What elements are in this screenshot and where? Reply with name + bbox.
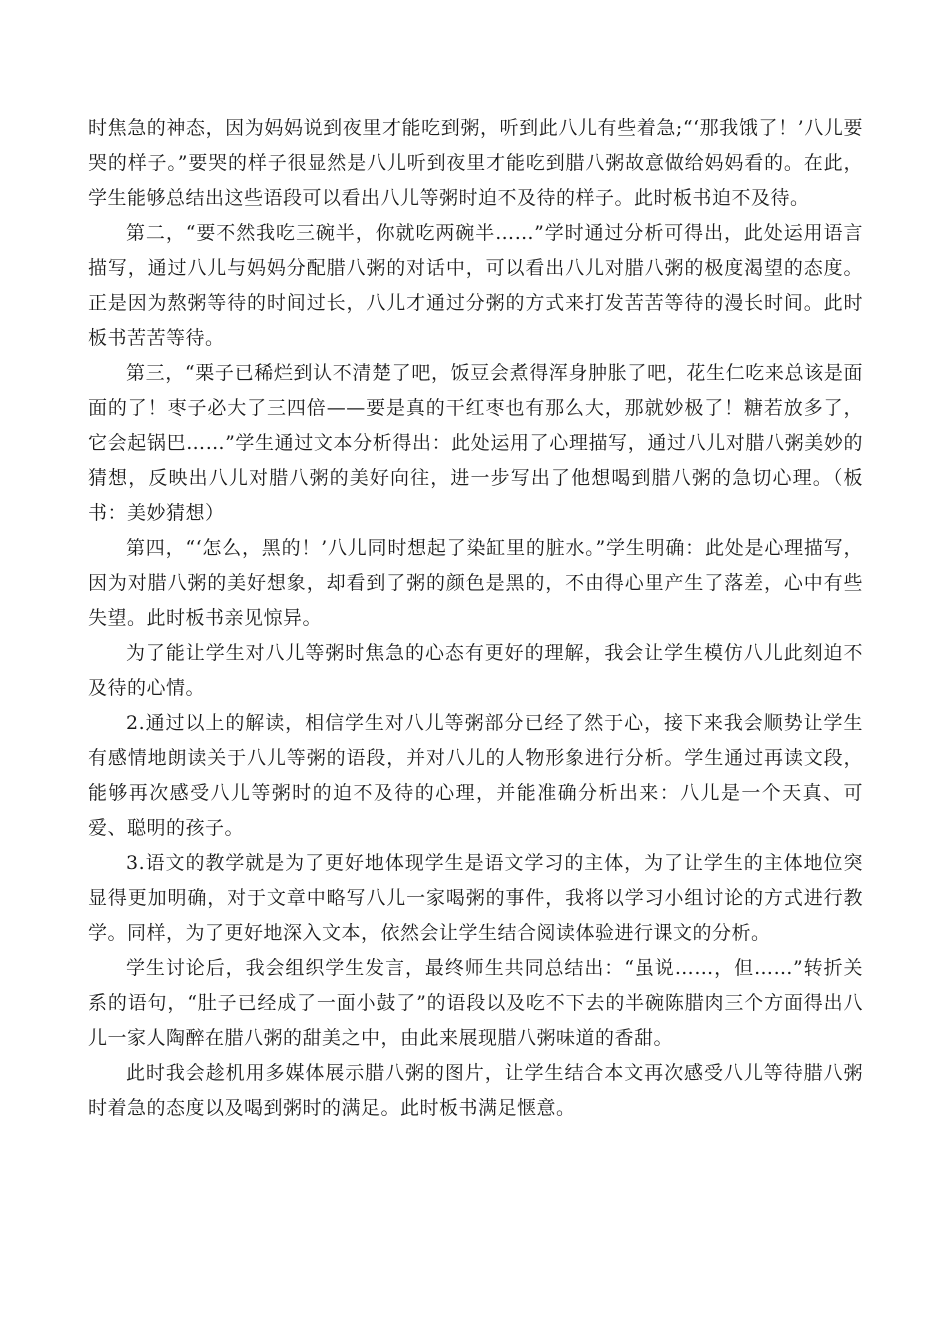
paragraph-imitation: 为了能让学生对八儿等粥时焦急的心态有更好的理解，我会让学生模仿八儿此刻迫不及待的心情。 [88, 642, 863, 699]
document-body [88, 111, 863, 1126]
paragraph-multimedia: 此时我会趁机用多媒体展示腊八粥的图片，让学生结合本文再次感受八儿等待腊八粥时着急的态度以及喝到粥时的满足。此时板书满足惬意。 [88, 1062, 863, 1119]
paragraph-point-two: 第二，“要不然我吃三碗半，你就吃两碗半……”学时通过分析可得出，此处运用语言描写，通过八儿与妈妈分配腊八粥的对话中，可以看出八儿对腊八粥的极度渴望的态度。正是因为熬粥等待的时间过长，八儿才通过分粥的方式来打发苦苦等待的漫长时间。此时板书苦苦等待。 [88, 222, 863, 349]
paragraph-point-four: 第四，“‘怎么，黑的！’八儿同时想起了染缸里的脏水。”学生明确：此处是心理描写，因为对腊八粥的美好想象，却看到了粥的颜色是黑的，不由得心里产生了落差，心中有些失望。此时板书亲见惊异。 [88, 537, 863, 629]
paragraph-discussion: 学生讨论后，我会组织学生发言，最终师生共同总结出：“虽说……，但……”转折关系的语句，“肚子已经成了一面小鼓了”的语段以及吃不下去的半碗陈腊肉三个方面得出八儿一家人陶醉在腊八粥的甜美之中，由此来展现腊八粥味道的香甜。 [88, 957, 863, 1049]
paragraph-point-three: 第三，“栗子已稀烂到认不清楚了吧，饭豆会煮得浑身肿胀了吧，花生仁吃来总该是面面的了！枣子必大了三四倍——要是真的干红枣也有那么大，那就妙极了！糖若放多了，它会起锅巴……”学生通过文本分析得出：此处运用了心理描写，通过八儿对腊八粥美妙的猜想，反映出八儿对腊八粥的美好向往，进一步写出了他想喝到腊八粥的急切心理。（板书：美妙猜想） [88, 362, 863, 524]
paragraph-step-3: 3.语文的教学就是为了更好地体现学生是语文学习的主体，为了让学生的主体地位突显得更加明确，对于文章中略写八儿一家喝粥的事件，我将以学习小组讨论的方式进行教学。同样，为了更好地深入文本，依然会让学生结合阅读体验进行课文的分析。 [88, 852, 863, 944]
paragraph-step-2: 2.通过以上的解读，相信学生对八儿等粥部分已经了然于心，接下来我会顺势让学生有感情地朗读关于八儿等粥的语段，并对八儿的人物形象进行分析。学生通过再读文段，能够再次感受八儿等粥时的迫不及待的心理，并能准确分析出来：八儿是一个天真、可爱、聪明的孩子。 [88, 712, 863, 839]
paragraph-continuation: 时焦急的神态，因为妈妈说到夜里才能吃到粥，听到此八儿有些着急;“‘那我饿了！’八儿要哭的样子。”要哭的样子很显然是八儿听到夜里才能吃到腊八粥故意做给妈妈看的。在此，学生能够总结出这些语段可以看出八儿等粥时迫不及待的样子。此时板书迫不及待。 [88, 117, 863, 209]
